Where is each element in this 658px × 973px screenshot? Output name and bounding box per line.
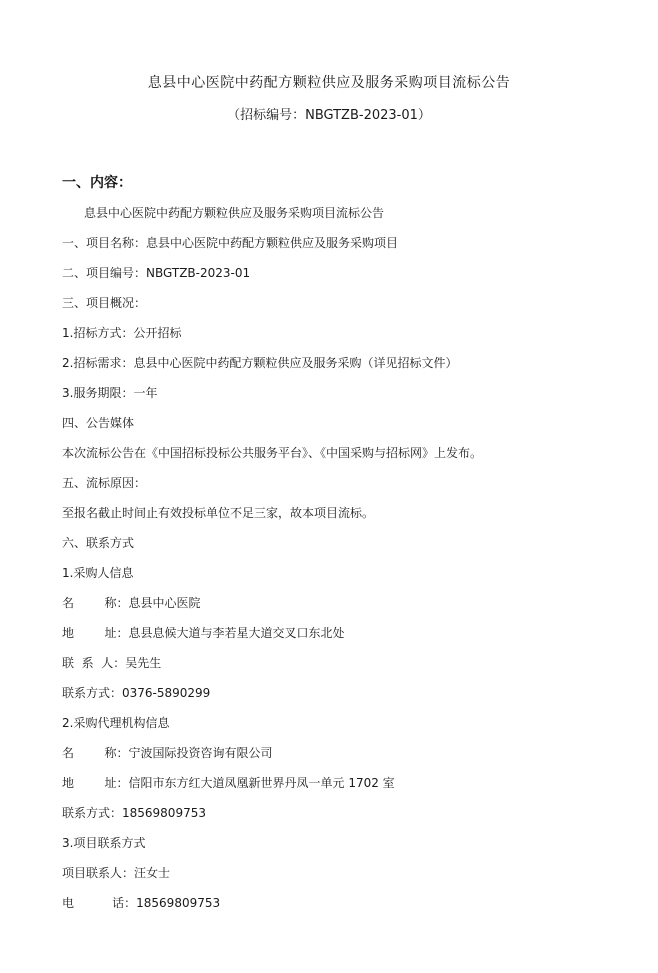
agency-info-heading: 2.采购代理机构信息	[62, 716, 170, 730]
tender-method-line: 1.招标方式：公开招标	[62, 326, 182, 340]
project-overview-heading: 三、项目概况：	[62, 296, 147, 310]
project-contact-heading: 3.项目联系方式	[62, 836, 146, 850]
agency-name-line: 名 称：宁波国际投资咨询有限公司	[62, 746, 273, 760]
project-name-line: 一、项目名称：息县中心医院中药配方颗粒供应及服务采购项目	[62, 236, 399, 250]
project-number-line: 二、项目编号：NBGTZB-2023-01	[62, 266, 251, 280]
document-title: 息县中心医院中药配方颗粒供应及服务采购项目流标公告	[147, 75, 511, 91]
purchaser-info-heading: 1.采购人信息	[62, 566, 134, 580]
failure-reason-heading: 五、流标原因：	[62, 476, 147, 490]
service-period-line: 3.服务期限：一年	[62, 386, 158, 400]
contact-heading: 六、联系方式	[62, 536, 135, 550]
project-contact-person-line: 项目联系人：汪女士	[62, 866, 171, 880]
agency-phone-line: 联系方式：18569809753	[62, 806, 206, 820]
announcement-media-line: 本次流标公告在《中国招标投标公共服务平台》、《中国采购与招标网》上发布。	[62, 446, 483, 460]
agency-address-line: 地 址：信阳市东方红大道凤凰新世界丹凤一单元 1702 室	[62, 776, 395, 790]
section-heading-content: 一、内容：	[62, 175, 132, 191]
failure-reason-line: 至报名截止时间止有效投标单位不足三家，故本项目流标。	[62, 506, 375, 520]
project-contact-phone-line: 电 话：18569809753	[62, 896, 221, 910]
purchaser-address-line: 地 址：息县息候大道与李若星大道交叉口东北处	[62, 626, 345, 640]
tender-requirement-line: 2.招标需求：息县中心医院中药配方颗粒供应及服务采购（详见招标文件）	[62, 356, 458, 370]
announcement-name-line: 息县中心医院中药配方颗粒供应及服务采购项目流标公告	[84, 206, 385, 220]
purchaser-contact-person-line: 联 系 人：吴先生	[62, 656, 162, 670]
announcement-media-heading: 四、公告媒体	[62, 416, 135, 430]
tender-number-subtitle: （招标编号：NBGTZB-2023-01）	[227, 108, 431, 123]
purchaser-name-line: 名 称：息县中心医院	[62, 596, 201, 610]
purchaser-phone-line: 联系方式：0376-5890299	[62, 686, 211, 700]
